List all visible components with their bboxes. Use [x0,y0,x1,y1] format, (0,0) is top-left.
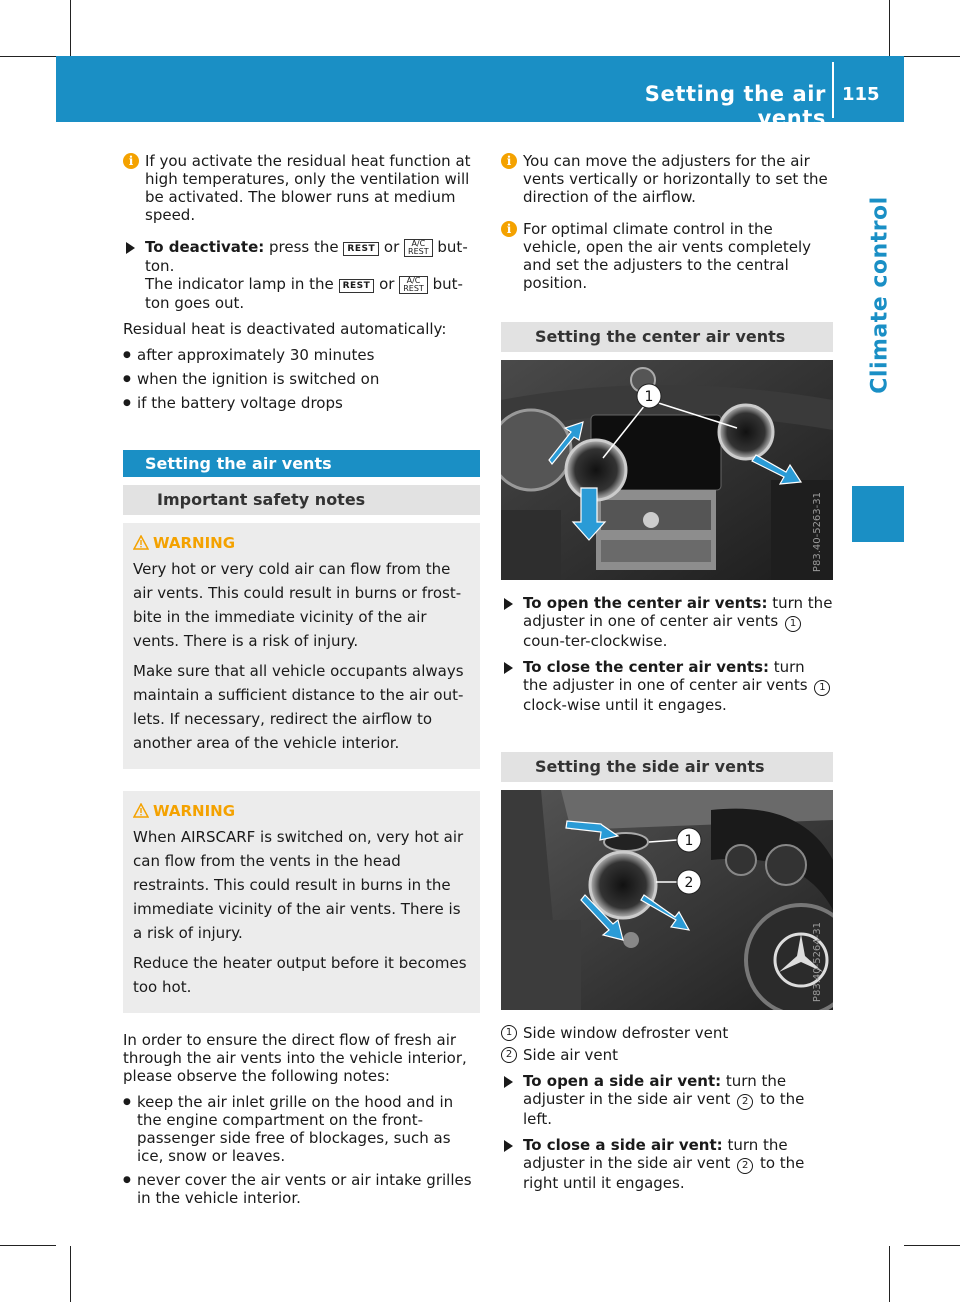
warning-paragraph: Reduce the heater output before it becomes too hot. [133,954,467,996]
info-icon: i [501,153,517,169]
info-adjusters [501,152,833,206]
step-open-center [501,594,833,650]
step-label: To open a side air vent: [523,1072,722,1090]
step-label: To close the center air vents: [523,658,769,676]
info-icon: i [123,153,139,169]
step-text [523,658,833,714]
list-item: ● never cover the air vents or air intake grilles in the vehicle interior. [123,1171,480,1207]
ac-rest-key-icon [399,276,428,294]
legend-text: Side window defroster vent [523,1024,729,1042]
warning-triangle-icon [133,535,149,550]
step-arrow-icon [504,598,513,610]
ac-key-bottom: REST [403,284,424,293]
info-text: You can move the adjusters for the air vents vertically or horizontally to set the direction of the airflow. [523,152,828,206]
list-item: ● when the ignition is switched on [123,370,480,388]
photo-code: P83.40-5264-31 [812,921,823,1002]
header-title: Setting the air vents [644,82,826,130]
photo-code: P83.40-5263-31 [812,491,823,572]
side-vents-illustration [501,790,833,1010]
info-icon: i [501,221,517,237]
step-fragment: clock-wise until it engages. [523,696,727,714]
step-close-center [501,658,833,714]
step-arrow-icon [504,662,513,674]
warning-box [123,523,480,769]
step-fragment: to the left. [523,1090,805,1128]
step-arrow-icon [504,1140,513,1152]
callout-number: 1 [501,1025,517,1041]
step-fragment: but-ton goes out. [145,275,463,312]
warning-box [123,791,480,1013]
crop-mark [904,1245,960,1246]
step-arrow-icon [504,1076,513,1088]
info-optimal [501,220,833,292]
crop-mark [889,0,890,56]
warning-paragraph: When AIRSCARF is switched on, very hot air can flow from the vents in the head restraints. This could result in burns in the immediate vicinity of the air vents. There is a risk of injury. [133,828,464,942]
callout-number: 2 [737,1094,753,1110]
step-fragment: but-ton. [145,238,468,275]
side-callout-label: 1 [684,833,694,849]
step-open-side [501,1072,833,1128]
ac-rest-key-icon [404,239,433,257]
step-text [523,594,833,650]
step-fragment: turn the adjuster in the side air vent [523,1072,787,1108]
side-callout-label: 2 [684,875,694,891]
list-item: ● if the battery voltage drops [123,394,480,412]
side-vents-photo [501,790,833,1010]
warning-title-text: WARNING [153,534,236,552]
section-title: Setting the air vents [123,450,480,477]
step-fragment: turn the adjuster in one of center air vents [523,594,833,630]
step-text [145,238,480,312]
crop-mark [70,1246,71,1302]
legend-item [501,1046,833,1064]
warning-paragraph: Very hot or very cold air can flow from the air vents. This could result in burns or frost-bite in the immediate vicinity of the air vents. There is a risk of injury. [133,560,462,650]
side-tab-marker [852,486,904,542]
subsection-title: Important safety notes [123,485,480,515]
crop-mark [0,56,56,57]
right-column [501,152,833,1200]
warning-triangle-icon [133,803,149,818]
step-fragment: to the right until it engages. [523,1154,805,1192]
step-fragment: or [383,238,400,256]
step-fragment: coun-ter-clockwise. [523,632,668,650]
warning-title [133,531,470,555]
step-deactivate [123,238,480,312]
center-vents-illustration [501,360,833,580]
callout-number: 2 [501,1047,517,1063]
info-text: If you activate the residual heat function at high temperatures, only the ventilation will be activated. The blower runs at medium speed. [145,152,471,224]
header-separator [832,62,834,118]
callout-number: 1 [814,680,830,696]
warning-title [133,799,470,823]
step-fragment: turn the adjuster in the side air vent [523,1136,788,1172]
step-fragment: The indicator lamp in the [145,275,334,293]
side-vents-title: Setting the side air vents [501,752,833,782]
rest-key-icon: REST [339,279,375,293]
warning-title-text: WARNING [153,802,236,820]
step-fragment: or [379,275,395,293]
list-item: ● after approximately 30 minutes [123,346,480,364]
callout-number: 2 [737,1158,753,1174]
step-arrow-icon [126,242,135,254]
crop-mark [0,1245,56,1246]
ac-key-top: A/C [411,239,426,248]
step-label: To deactivate: [145,238,265,256]
legend-item [501,1024,833,1042]
ac-key-bottom: REST [408,247,429,256]
step-fragment: turn the adjuster in one of center air vents [523,658,808,694]
legend-text: Side air vent [523,1046,618,1064]
crop-mark [889,1246,890,1302]
warning-paragraph: Make sure that all vehicle occupants always maintain a sufficient distance to the air out-lets. If necessary, redirect the airflow to another area of the vehicle interior. [133,662,464,752]
callout-number: 1 [785,616,801,632]
step-fragment: press the [269,238,339,256]
left-column [123,152,480,1213]
auto-deactivation-text: Residual heat is deactivated automatically: [123,320,447,338]
step-close-side [501,1136,833,1192]
page-number: 115 [842,84,880,105]
crop-mark [904,56,960,57]
step-label: To close a side air vent: [523,1136,723,1154]
side-tab-label: Climate control [867,196,893,394]
center-callout-label: 1 [644,389,654,405]
rest-key-icon: REST [343,242,379,256]
ac-key-top: A/C [406,276,421,285]
step-text [523,1072,833,1128]
info-residual-heat [123,152,480,224]
crop-mark [70,0,71,56]
fresh-air-intro: In order to ensure the direct flow of fresh air through the air vents into the vehicle interior, please observe the following notes: [123,1031,467,1085]
center-vents-title: Setting the center air vents [501,322,833,352]
step-label: To open the center air vents: [523,594,768,612]
list-item: ● keep the air inlet grille on the hood and in the engine compartment on the front-passenger side free of blockages, such as ice, snow or leaves. [123,1093,480,1165]
info-text: For optimal climate control in the vehicle, open the air vents completely and set the adjusters to the central position. [523,220,812,292]
step-text [523,1136,833,1192]
center-vents-photo [501,360,833,580]
